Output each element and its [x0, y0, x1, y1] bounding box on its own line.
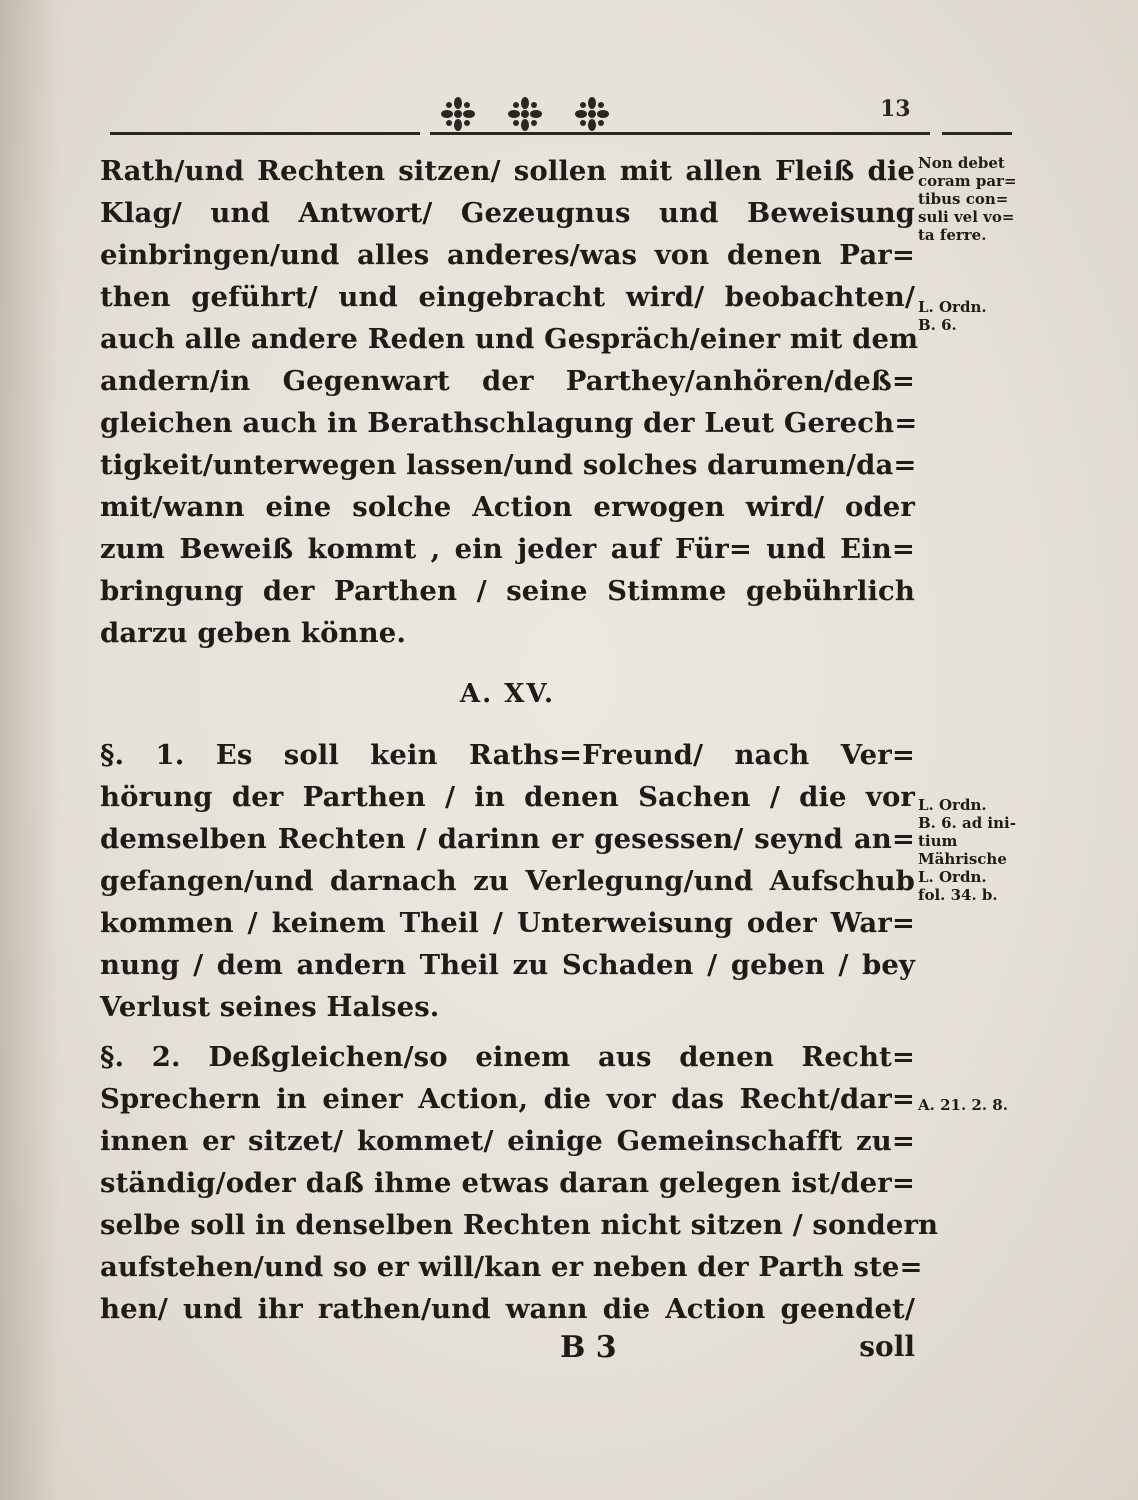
- margin-note-4: [918, 1096, 1038, 1114]
- text-line: Sprechern in einer Action, die vor das Recht/dar=: [100, 1083, 915, 1115]
- text-line: aufstehen/und so er will/kan er neben der Parth ste=: [100, 1251, 923, 1283]
- margin-note-line: coram par=: [918, 172, 1017, 190]
- text-line: ständig/oder daß ihme etwas daran gelegen ist/der=: [100, 1167, 915, 1199]
- text-line: selbe soll in denselben Rechten nicht sitzen / sondern: [100, 1209, 939, 1241]
- margin-note-line: tibus con=: [918, 190, 1009, 208]
- text-line: hörung der Parthen / in denen Sachen / die vor: [100, 781, 915, 813]
- text-line: darzu geben könne.: [100, 617, 406, 649]
- margin-note-line: L. Ordn.: [918, 298, 987, 316]
- catchword: soll: [859, 1330, 915, 1363]
- fleuron-icon: [440, 96, 476, 132]
- text-line: bringung der Parthen / seine Stimme gebührlich: [100, 575, 915, 607]
- margin-note-line: A. 21. 2. 8.: [918, 1096, 1008, 1114]
- margin-note-line: L. Ordn.: [918, 796, 987, 814]
- margin-note-2: [918, 298, 1038, 334]
- signature-mark: B 3: [560, 1330, 617, 1365]
- text-line: §. 1. Es soll kein Raths=Freund/ nach Ver=: [100, 739, 915, 771]
- text-line: Klag/ und Antwort/ Gezeugnus und Beweisung: [100, 197, 915, 229]
- margin-note-line: Mährische: [918, 850, 1007, 868]
- margin-note-line: B. 6. ad ini-: [918, 814, 1016, 832]
- fleuron-icon: [507, 96, 543, 132]
- text-line: kommen / keinem Theil / Unterweisung oder War=: [100, 907, 915, 939]
- margin-note-1: [918, 154, 1038, 244]
- page-header: [100, 92, 910, 142]
- section-heading: A. XV.: [459, 679, 556, 709]
- page-footer: [100, 1330, 915, 1380]
- text-line: auch alle andere Reden und Gespräch/einer mit dem: [100, 323, 919, 355]
- margin-note-line: Non debet: [918, 154, 1005, 172]
- margin-note-line: L. Ordn.: [918, 868, 987, 886]
- text-line: Rath/und Rechten sitzen/ sollen mit allen Fleiß die: [100, 155, 915, 187]
- text-line: andern/in Gegenwart der Parthey/anhören/deß=: [100, 365, 915, 397]
- text-line: gleichen auch in Berathschlagung der Leut Gerech=: [100, 407, 918, 439]
- header-ornaments: [440, 92, 610, 136]
- margin-note-line: B. 6.: [918, 316, 957, 334]
- page-number: 13: [880, 96, 911, 122]
- margin-note-line: fol. 34. b.: [918, 886, 998, 904]
- text-line: then geführt/ und eingebracht wird/ beobachten/: [100, 281, 915, 313]
- text-line: demselben Rechten / darinn er gesessen/ seynd an=: [100, 823, 915, 855]
- text-line: gefangen/und darnach zu Verlegung/und Aufschub: [100, 865, 915, 897]
- text-line: §. 2. Deßgleichen/so einem aus denen Recht=: [100, 1041, 915, 1073]
- text-line: zum Beweiß kommt , ein jeder auf Für= und Ein=: [100, 533, 915, 565]
- text-line: tigkeit/unterwegen lassen/und solches darumen/da=: [100, 449, 917, 481]
- text-line: hen/ und ihr rathen/und wann die Action geendet/: [100, 1293, 915, 1325]
- margin-note-line: suli vel vo=: [918, 208, 1015, 226]
- text-line: mit/wann eine solche Action erwogen wird/ oder: [100, 491, 915, 523]
- margin-note-3: [918, 796, 1038, 904]
- paragraph-gap: [100, 1028, 915, 1036]
- text-line: innen er sitzet/ kommet/ einige Gemeinschafft zu=: [100, 1125, 915, 1157]
- text-line: einbringen/und alles anderes/was von denen Par=: [100, 239, 915, 271]
- text-line: Verlust seines Halses.: [100, 991, 440, 1023]
- margin-note-line: ta ferre.: [918, 226, 987, 244]
- margin-note-line: tium: [918, 832, 958, 850]
- header-rule-right: [942, 132, 1012, 135]
- header-rule-left: [110, 132, 420, 135]
- text-line: nung / dem andern Theil zu Schaden / geben / bey: [100, 949, 915, 981]
- fleuron-icon: [574, 96, 610, 132]
- gutter-shadow: [0, 0, 60, 1500]
